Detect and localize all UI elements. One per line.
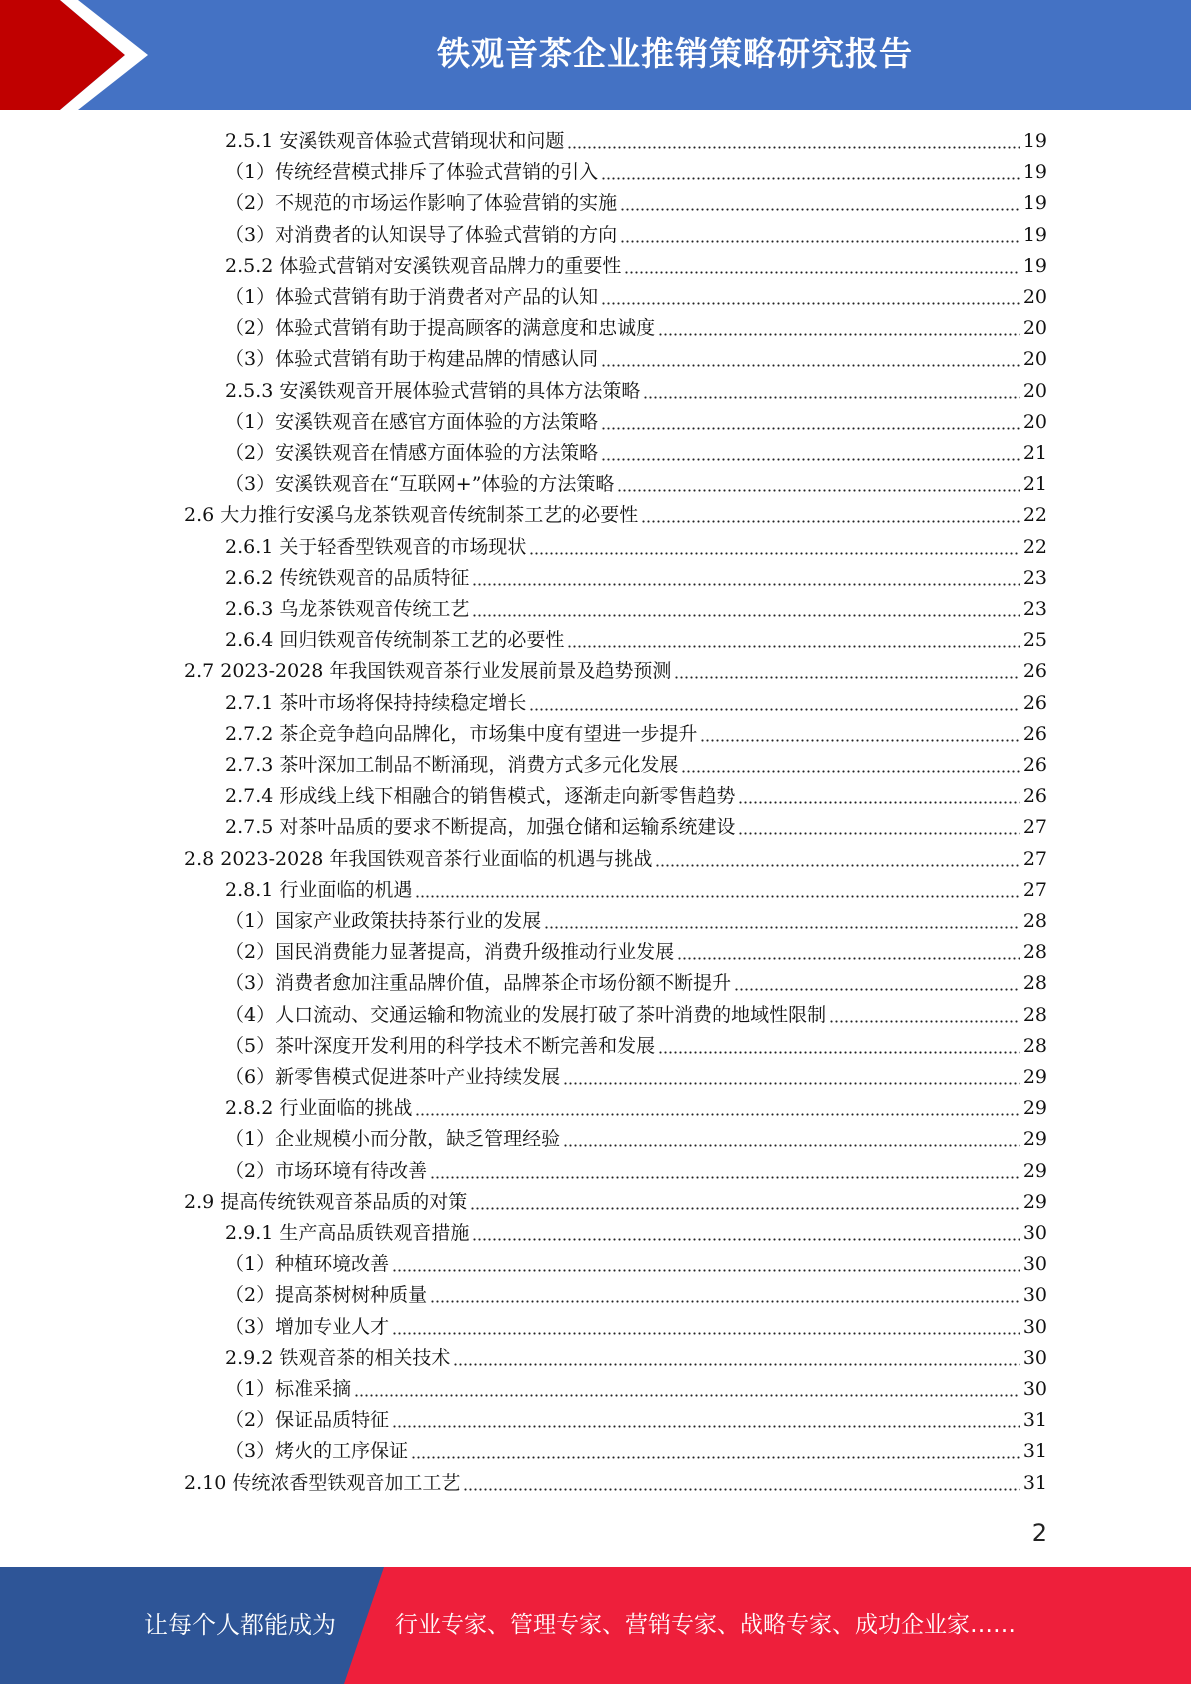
toc-entry-title: （4）人口流动、交通运输和物流业的发展打破了茶叶消费的地域性限制: [225, 1003, 827, 1026]
toc-entry-page: 30: [1022, 1346, 1047, 1369]
toc-dot-leader: [463, 1487, 1019, 1492]
toc-entry-title: （2）保证品质特征: [225, 1409, 390, 1432]
toc-entry-page: 23: [1022, 566, 1047, 589]
toc-entry[interactable]: [184, 656, 1047, 687]
toc-dot-leader: [472, 582, 1019, 587]
toc-entry-title: （3）安溪铁观音在“互联网+”体验的方法策略: [225, 473, 615, 496]
footer-banner: [0, 1567, 1191, 1684]
toc-entry-title: （6）新零售模式促进茶叶产业持续发展: [225, 1066, 561, 1088]
toc-dot-leader: [620, 239, 1020, 244]
toc-entry-page: 30: [1022, 1222, 1047, 1244]
toc-dot-leader: [601, 426, 1020, 431]
toc-entry[interactable]: [225, 469, 1047, 500]
toc-entry[interactable]: [225, 1374, 1047, 1405]
toc-entry-title: 2.7.3 茶叶深加工制品不断涌现，消费方式多元化发展: [225, 754, 679, 776]
toc-entry[interactable]: [184, 500, 1047, 531]
toc-dot-leader: [415, 1112, 1019, 1117]
toc-entry-title: （2）市场环境有待改善: [225, 1159, 428, 1182]
toc-entry-title: （2）提高茶树树种质量: [225, 1284, 428, 1307]
toc-dot-leader: [681, 769, 1019, 774]
toc-entry[interactable]: [225, 906, 1047, 937]
toc-entry[interactable]: [225, 875, 1047, 906]
toc-dot-leader: [567, 644, 1019, 649]
toc-entry-page: 26: [1022, 722, 1047, 745]
toc-entry-page: 21: [1022, 473, 1047, 496]
toc-dot-leader: [567, 145, 1019, 150]
toc-dot-leader: [430, 1175, 1020, 1180]
toc-entry-title: （3）增加专业人才: [225, 1315, 390, 1338]
toc-entry[interactable]: [225, 1093, 1047, 1124]
toc-entry-page: 29: [1022, 1128, 1047, 1151]
toc-entry[interactable]: [225, 376, 1047, 407]
toc-entry-page: 26: [1022, 754, 1047, 776]
toc-entry[interactable]: [225, 438, 1047, 469]
toc-entry-page: 21: [1022, 442, 1047, 464]
toc-entry[interactable]: [225, 1249, 1047, 1280]
toc-entry[interactable]: [225, 157, 1047, 188]
toc-entry-page: 19: [1022, 223, 1047, 246]
toc-entry[interactable]: [225, 750, 1047, 781]
toc-entry-title: 2.7.1 茶叶市场将保持持续稳定增长: [225, 691, 527, 714]
toc-entry-title: 2.6.4 回归铁观音传统制茶工艺的必要性: [225, 629, 565, 652]
toc-dot-leader: [392, 1331, 1020, 1336]
toc-entry[interactable]: [225, 532, 1047, 563]
toc-entry[interactable]: [225, 1218, 1047, 1249]
toc-entry[interactable]: [225, 1031, 1047, 1062]
toc-entry-title: 2.8.1 行业面临的机遇: [225, 878, 413, 901]
toc-dot-leader: [470, 1206, 1020, 1211]
toc-entry-page: 19: [1022, 161, 1047, 184]
toc-entry-page: 26: [1022, 691, 1047, 714]
toc-dot-leader: [472, 1237, 1019, 1242]
toc-dot-leader: [601, 176, 1020, 181]
toc-entry[interactable]: [225, 719, 1047, 750]
toc-dot-leader: [738, 800, 1019, 805]
toc-dot-leader: [392, 1268, 1020, 1273]
toc-entry-title: 2.9 提高传统铁观音茶品质的对策: [184, 1190, 468, 1213]
toc-dot-leader: [700, 738, 1019, 743]
toc-entry[interactable]: [225, 344, 1047, 375]
toc-entry-page: 29: [1022, 1097, 1047, 1120]
toc-entry[interactable]: [225, 937, 1047, 968]
toc-entry-page: 22: [1022, 535, 1047, 558]
toc-dot-leader: [411, 1455, 1020, 1460]
toc-entry-page: 25: [1022, 629, 1047, 652]
toc-entry-title: 2.6 大力推行安溪乌龙茶铁观音传统制茶工艺的必要性: [184, 504, 639, 527]
toc-entry-page: 20: [1022, 410, 1047, 433]
toc-entry-title: （5）茶叶深度开发利用的科学技术不断完善和发展: [225, 1034, 656, 1057]
toc-entry-title: 2.7.5 对茶叶品质的要求不断提高，加强仓储和运输系统建设: [225, 816, 736, 839]
toc-entry-page: 20: [1022, 348, 1047, 371]
header-banner: [0, 0, 1191, 110]
toc-entry-title: 2.7.2 茶企竞争趋向品牌化，市场集中度有望进一步提升: [225, 722, 698, 745]
toc-entry-title: 2.5.1 安溪铁观音体验式营销现状和问题: [225, 130, 565, 152]
toc-entry[interactable]: [225, 188, 1047, 219]
toc-entry-title: 2.9.2 铁观音茶的相关技术: [225, 1346, 451, 1369]
toc-entry-title: （2）不规范的市场运作影响了体验营销的实施: [225, 192, 618, 215]
toc-entry[interactable]: [225, 407, 1047, 438]
toc-dot-leader: [529, 707, 1019, 712]
toc-dot-leader: [620, 207, 1020, 212]
toc-entry-title: （1）传统经营模式排斥了体验式营销的引入: [225, 161, 599, 184]
page-number: 2: [1031, 1519, 1047, 1547]
toc-dot-leader: [415, 894, 1019, 899]
toc-entry[interactable]: [225, 812, 1047, 843]
toc-entry-title: 2.6.2 传统铁观音的品质特征: [225, 566, 470, 589]
toc-entry[interactable]: [225, 1280, 1047, 1311]
toc-dot-leader: [453, 1362, 1019, 1367]
toc-entry-title: 2.5.3 安溪铁观音开展体验式营销的具体方法策略: [225, 379, 641, 402]
toc-entry-page: 26: [1022, 660, 1047, 683]
toc-entry-page: 29: [1022, 1066, 1047, 1088]
toc-entry-page: 26: [1022, 785, 1047, 808]
toc-entry[interactable]: [225, 688, 1047, 719]
toc-dot-leader: [601, 363, 1020, 368]
toc-entry-title: （3）对消费者的认知误导了体验式营销的方向: [225, 223, 618, 246]
toc-entry[interactable]: [225, 126, 1047, 157]
toc-entry-title: 2.7.4 形成线上线下相融合的销售模式，逐渐走向新零售趋势: [225, 785, 736, 808]
toc-entry-title: 2.5.2 体验式营销对安溪铁观音品牌力的重要性: [225, 254, 622, 277]
toc-entry-page: 28: [1022, 910, 1047, 932]
toc-entry-page: 28: [1022, 1034, 1047, 1057]
toc-dot-leader: [563, 1143, 1020, 1148]
toc-entry-title: （1）标准采摘: [225, 1378, 352, 1400]
toc-entry-page: 27: [1022, 816, 1047, 839]
toc-dot-leader: [829, 1019, 1020, 1024]
toc-entry-page: 31: [1022, 1471, 1047, 1494]
toc-entry[interactable]: [225, 251, 1047, 282]
toc-dot-leader: [529, 551, 1019, 556]
toc-dot-leader: [601, 301, 1020, 306]
toc-entry-title: （2）安溪铁观音在情感方面体验的方法策略: [225, 442, 599, 464]
toc-entry[interactable]: [184, 1187, 1047, 1218]
toc-entry-page: 31: [1022, 1440, 1047, 1463]
toc-dot-leader: [658, 332, 1020, 337]
toc-dot-leader: [601, 457, 1020, 462]
toc-entry-page: 28: [1022, 972, 1047, 995]
header-red-arrow: [0, 0, 125, 110]
toc-entry-title: 2.6.3 乌龙茶铁观音传统工艺: [225, 598, 470, 620]
toc-entry[interactable]: [225, 968, 1047, 999]
toc-dot-leader: [734, 987, 1020, 992]
toc-entry-title: （1）企业规模小而分散，缺乏管理经验: [225, 1128, 561, 1151]
toc-entry-title: （1）种植环境改善: [225, 1253, 390, 1276]
toc-dot-leader: [354, 1393, 1020, 1398]
toc-dot-leader: [677, 956, 1020, 961]
toc-entry[interactable]: [225, 1343, 1047, 1374]
toc-entry-page: 20: [1022, 317, 1047, 340]
toc-entry[interactable]: [225, 220, 1047, 251]
toc-entry[interactable]: [225, 1436, 1047, 1467]
toc-entry[interactable]: [225, 625, 1047, 656]
toc-dot-leader: [544, 925, 1020, 930]
toc-entry-page: 19: [1022, 130, 1047, 152]
toc-entry-title: 2.9.1 生产高品质铁观音措施: [225, 1222, 470, 1244]
toc-entry-title: （1）安溪铁观音在感官方面体验的方法策略: [225, 410, 599, 433]
toc-entry-title: 2.8 2023-2028 年我国铁观音茶行业面临的机遇与挑战: [184, 847, 653, 870]
toc-dot-leader: [563, 1081, 1020, 1086]
toc-entry-page: 30: [1022, 1253, 1047, 1276]
footer-slogan-left: 让每个人都能成为: [144, 1611, 336, 1639]
toc-entry-page: 30: [1022, 1284, 1047, 1307]
toc-entry[interactable]: [225, 1062, 1047, 1093]
toc-entry[interactable]: [225, 313, 1047, 344]
toc-dot-leader: [643, 395, 1019, 400]
toc-entry-page: 22: [1022, 504, 1047, 527]
toc-entry-title: （2）国民消费能力显著提高，消费升级推动行业发展: [225, 941, 675, 964]
toc-entry-title: （3）烤火的工序保证: [225, 1440, 409, 1463]
toc-dot-leader: [655, 863, 1019, 868]
toc-entry[interactable]: [184, 844, 1047, 875]
toc-entry[interactable]: [225, 1405, 1047, 1436]
toc-entry-page: 28: [1022, 1003, 1047, 1026]
toc-entry-page: 27: [1022, 847, 1047, 870]
toc-entry-title: （1）体验式营销有助于消费者对产品的认知: [225, 286, 599, 308]
toc-entry[interactable]: [225, 781, 1047, 812]
toc-dot-leader: [430, 1299, 1020, 1304]
toc-dot-leader: [617, 488, 1019, 493]
toc-entry-title: （2）体验式营销有助于提高顾客的满意度和忠诚度: [225, 317, 656, 340]
toc-entry[interactable]: [225, 1312, 1047, 1343]
toc-entry-title: 2.6.1 关于轻香型铁观音的市场现状: [225, 535, 527, 558]
toc-entry-page: 30: [1022, 1315, 1047, 1338]
toc-entry[interactable]: [225, 282, 1047, 313]
toc-entry-title: 2.7 2023-2028 年我国铁观音茶行业发展前景及趋势预测: [184, 660, 672, 683]
toc-entry-title: （3）消费者愈加注重品牌价值，品牌茶企市场份额不断提升: [225, 972, 732, 995]
toc-entry-page: 19: [1022, 254, 1047, 277]
toc-entry-title: （1）国家产业政策扶持茶行业的发展: [225, 910, 542, 932]
toc-entry-page: 29: [1022, 1159, 1047, 1182]
toc-entry-page: 19: [1022, 192, 1047, 215]
toc-dot-leader: [738, 831, 1019, 836]
toc-entry-title: （3）体验式营销有助于构建品牌的情感认同: [225, 348, 599, 371]
toc-entry-page: 30: [1022, 1378, 1047, 1400]
toc-entry-page: 20: [1022, 286, 1047, 308]
toc-entry-page: 28: [1022, 941, 1047, 964]
toc-entry[interactable]: [225, 1124, 1047, 1155]
toc-dot-leader: [624, 270, 1019, 275]
toc-entry-page: 20: [1022, 379, 1047, 402]
toc-dot-leader: [392, 1424, 1020, 1429]
toc-dot-leader: [658, 1050, 1020, 1055]
toc-entry[interactable]: [225, 594, 1047, 625]
toc-entry-page: 27: [1022, 878, 1047, 901]
document-title: 铁观音茶企业推销策略研究报告: [437, 34, 913, 73]
footer-slogan-right: 行业专家、管理专家、营销专家、战略专家、成功企业家……: [395, 1612, 1016, 1638]
toc-entry-page: 29: [1022, 1190, 1047, 1213]
toc-entry[interactable]: [225, 1000, 1047, 1031]
toc-dot-leader: [472, 613, 1019, 618]
toc-dot-leader: [674, 675, 1019, 680]
toc-entry[interactable]: [225, 563, 1047, 594]
toc-entry-title: 2.8.2 行业面临的挑战: [225, 1097, 413, 1120]
toc-entry-page: 23: [1022, 598, 1047, 620]
toc-entry-title: 2.10 传统浓香型铁观音加工工艺: [184, 1471, 461, 1494]
toc-entry[interactable]: [225, 1156, 1047, 1187]
toc-dot-leader: [641, 519, 1020, 524]
toc-entry-page: 31: [1022, 1409, 1047, 1432]
toc-entry[interactable]: [184, 1468, 1047, 1499]
